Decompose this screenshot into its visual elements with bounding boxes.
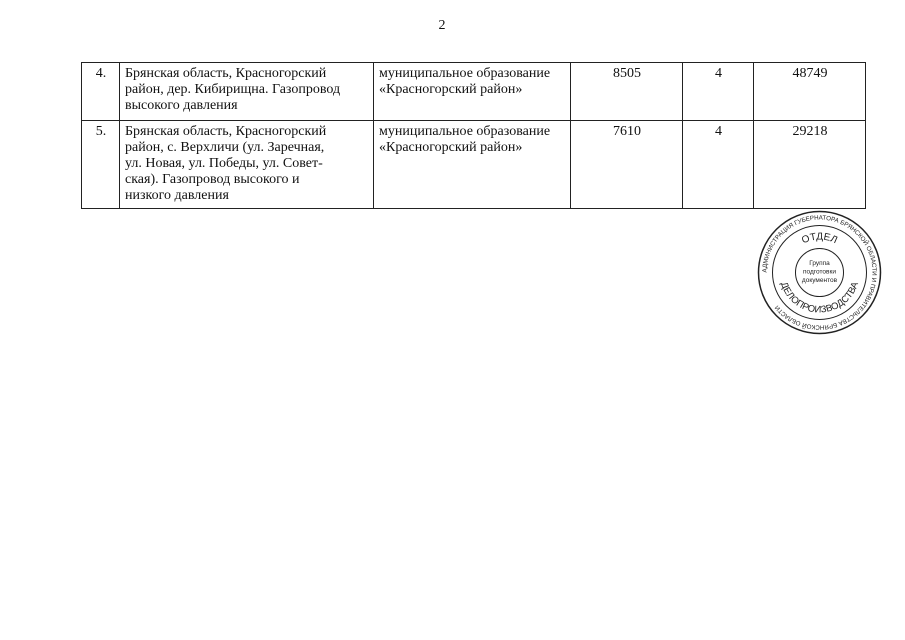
- table-row: [82, 63, 866, 121]
- row-number: 5.: [82, 121, 120, 209]
- stamp-top-text-path: ОТДЕЛ: [800, 231, 839, 247]
- owner-line: муниципальное образование: [379, 66, 551, 81]
- value-cell: 29218: [754, 121, 866, 209]
- location-line: Брянская область, Красногорский: [125, 66, 327, 81]
- stamp-center-line: Группа: [809, 260, 830, 267]
- value-cell: 7610: [571, 121, 683, 209]
- owner-line: муниципальное образование: [379, 124, 551, 139]
- office-stamp: [757, 210, 882, 335]
- location-line: район, с. Верхличи (ул. Заречная,: [125, 140, 325, 155]
- stamp-center-line: подготовки: [803, 268, 836, 276]
- location-line: ул. Новая, ул. Победы, ул. Совет-: [125, 156, 323, 171]
- row-number: 4.: [82, 63, 120, 121]
- owner-line: «Красногорский район»: [379, 140, 523, 155]
- document-table: [81, 62, 866, 209]
- table-row: [82, 121, 866, 209]
- location-line: ская). Газопровод высокого и: [125, 172, 300, 187]
- stamp-bottom-text-path: ДЕЛОПРОИЗВОДСТВА: [778, 280, 861, 316]
- value-cell: 8505: [571, 63, 683, 121]
- location-line: Брянская область, Красногорский: [125, 124, 327, 139]
- owner-cell: [374, 63, 571, 121]
- location-line: район, дер. Кибирищна. Газопровод: [125, 82, 341, 97]
- location-line: низкого давления: [125, 188, 229, 203]
- location-line: высокого давления: [125, 98, 238, 113]
- stamp-top-text: [800, 231, 839, 246]
- owner-line: «Красногорский район»: [379, 82, 523, 97]
- location-cell: [120, 63, 374, 121]
- value-cell: 4: [683, 121, 754, 209]
- owner-cell: [374, 121, 571, 209]
- stamp-bottom-text: [778, 280, 861, 316]
- stamp-center-line: документов: [801, 277, 838, 284]
- value-cell: 4: [683, 63, 754, 121]
- location-cell: [120, 121, 374, 209]
- page-number: 2: [438, 18, 446, 33]
- stamp-outer-text-path: АДМИНИСТРАЦИЯ ГУБЕРНАТОРА БРЯНСКОЙ ОБЛАСТИ И ПРАВИТЕЛЬСТВА БРЯНСКОЙ ОБЛАСТИ: [761, 214, 878, 331]
- value-cell: 48749: [754, 63, 866, 121]
